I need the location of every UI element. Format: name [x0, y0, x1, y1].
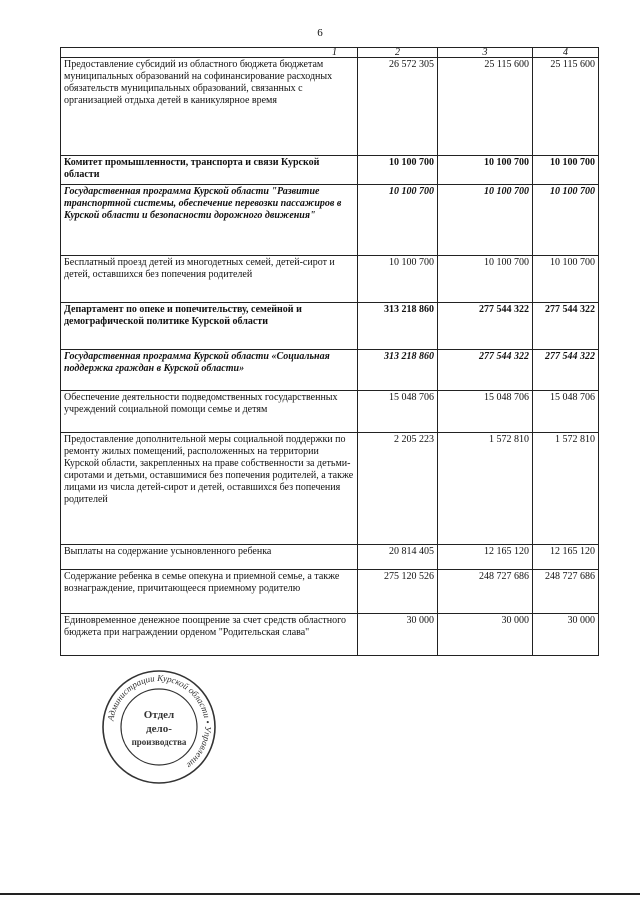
row-name: Содержание ребенка в семье опекуна и приемной семье, а также вознаграждение, причитающееся приемному родителю: [61, 570, 358, 614]
header-col-4: 4: [533, 48, 599, 58]
row-value-4: 277 544 322: [533, 350, 599, 391]
row-value-2: 275 120 526: [358, 570, 438, 614]
row-value-3: 10 100 700: [438, 256, 533, 303]
table-header-row: [61, 48, 599, 58]
row-value-4: 30 000: [533, 614, 599, 656]
row-value-4: 277 544 322: [533, 303, 599, 350]
row-name: Государственная программа Курской области "Развитие транспортной системы, обеспечение перевозки пассажиров в Курской области и безопасности дорожного движения": [61, 185, 358, 256]
row-value-2: 15 048 706: [358, 391, 438, 433]
row-value-2: 2 205 223: [358, 433, 438, 545]
row-value-4: 10 100 700: [533, 256, 599, 303]
header-col-2: 2: [358, 48, 438, 58]
row-value-4: 15 048 706: [533, 391, 599, 433]
budget-table: [60, 47, 599, 656]
row-value-3: 15 048 706: [438, 391, 533, 433]
row-value-3: 30 000: [438, 614, 533, 656]
row-value-4: 1 572 810: [533, 433, 599, 545]
row-value-2: 313 218 860: [358, 303, 438, 350]
stamp-inner-line-1: Отдел: [143, 709, 175, 721]
row-value-4: 25 115 600: [533, 58, 599, 156]
table-row: [61, 156, 599, 185]
stamp-ring-text: Администрации Курской области • Управление: [105, 672, 214, 771]
row-name: Предоставление дополнительной меры социальной поддержки по ремонту жилых помещений, расположенных на территории Курской области, закрепленных на праве собственности за детьми-сиротами и детьми, оставшимися без попечения родителей, а также лицами из числа детей-сирот и детей, оставшихся без попечения родителей: [61, 433, 358, 545]
row-value-4: 10 100 700: [533, 156, 599, 185]
row-value-3: 248 727 686: [438, 570, 533, 614]
row-name: Предоставление субсидий из областного бюджета бюджетам муниципальных образований на софинансирование расходных обязательств муниципальных образований, связанных с организацией отдыха детей в каникулярное время: [61, 58, 358, 156]
table-row: [61, 570, 599, 614]
row-value-3: 12 165 120: [438, 545, 533, 570]
stamp-inner-line-3: производства: [131, 737, 187, 747]
row-name: Комитет промышленности, транспорта и связи Курской области: [61, 156, 358, 185]
row-value-3: 277 544 322: [438, 303, 533, 350]
row-value-2: 10 100 700: [358, 256, 438, 303]
table-row: [61, 350, 599, 391]
table-row: [61, 391, 599, 433]
row-value-2: 313 218 860: [358, 350, 438, 391]
row-value-4: 248 727 686: [533, 570, 599, 614]
page-bottom-rule: [0, 893, 640, 895]
row-value-3: 277 544 322: [438, 350, 533, 391]
row-value-3: 10 100 700: [438, 185, 533, 256]
row-value-3: 25 115 600: [438, 58, 533, 156]
row-name: Единовременное денежное поощрение за счет средств областного бюджета при награждении орденом "Родительская слава": [61, 614, 358, 656]
row-name: Бесплатный проезд детей из многодетных семей, детей-сирот и детей, оставшихся без попечения родителей: [61, 256, 358, 303]
header-col-3: 3: [438, 48, 533, 58]
row-value-2: 20 814 405: [358, 545, 438, 570]
row-value-2: 10 100 700: [358, 185, 438, 256]
table-row: [61, 545, 599, 570]
row-name: Государственная программа Курской области «Социальная поддержка граждан в Курской области»: [61, 350, 358, 391]
table-row: [61, 433, 599, 545]
table-row: [61, 256, 599, 303]
page-number: 6: [317, 27, 323, 39]
header-col-1: 1: [61, 48, 358, 58]
row-value-4: 10 100 700: [533, 185, 599, 256]
row-name: Департамент по опеке и попечительству, семейной и демографической политике Курской области: [61, 303, 358, 350]
table-row: [61, 58, 599, 156]
row-value-4: 12 165 120: [533, 545, 599, 570]
table-row: [61, 185, 599, 256]
row-value-2: 30 000: [358, 614, 438, 656]
row-value-3: 10 100 700: [438, 156, 533, 185]
table-row: [61, 614, 599, 656]
stamp-inner-line-2: дело-: [146, 723, 172, 735]
row-value-2: 26 572 305: [358, 58, 438, 156]
row-name: Обеспечение деятельности подведомственных государственных учреждений социальной помощи семье и детям: [61, 391, 358, 433]
row-value-3: 1 572 810: [438, 433, 533, 545]
table-row: [61, 303, 599, 350]
row-name: Выплаты на содержание усыновленного ребенка: [61, 545, 358, 570]
row-value-2: 10 100 700: [358, 156, 438, 185]
office-stamp: [100, 668, 218, 786]
